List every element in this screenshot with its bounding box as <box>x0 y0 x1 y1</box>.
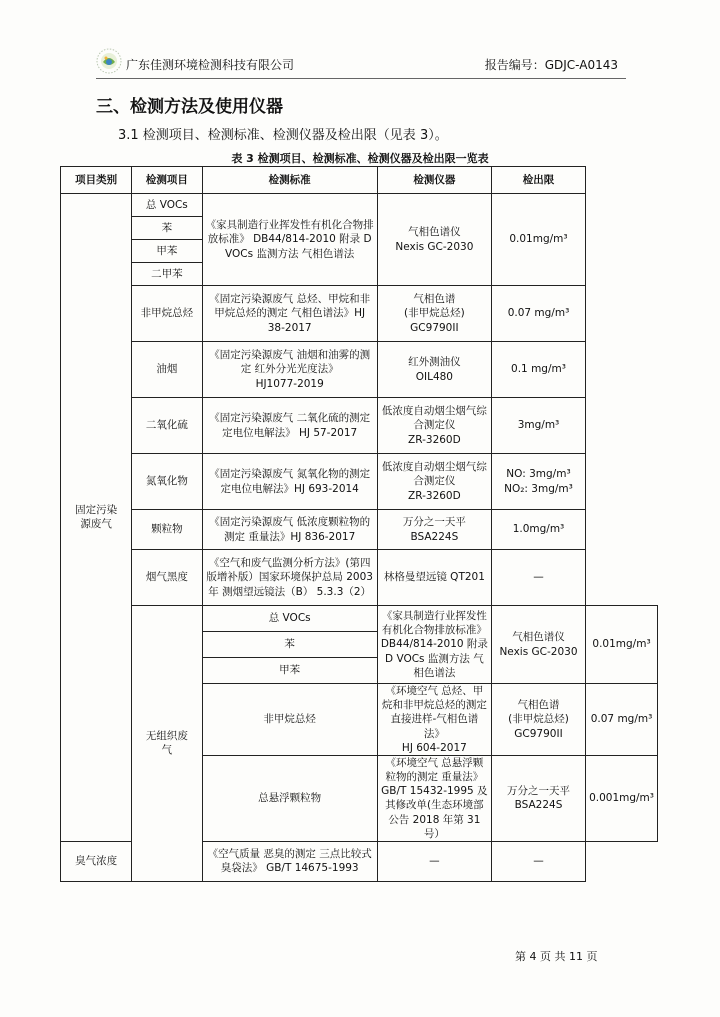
instrument-cell: 低浓度自动烟尘烟气综合测定仪 ZR-3260D <box>377 454 491 510</box>
limit-cell: 0.07 mg/m³ <box>586 684 658 756</box>
standard-cell: 《家具制造行业挥发性有机化合物排放标准》 DB44/814-2010 附录 D VOCs 监测方法 气相色谱法 <box>202 194 377 286</box>
item-cell: 总悬浮颗粒物 <box>202 755 377 841</box>
item-cell: 二甲苯 <box>132 263 202 286</box>
item-cell: 非甲烷总烃 <box>202 684 377 756</box>
instrument-cell: — <box>377 841 491 881</box>
instrument-cell: 万分之一天平 BSA224S <box>491 755 585 841</box>
detection-methods-table <box>60 166 658 882</box>
standard-cell: 《空气质量 恶臭的测定 三点比较式臭袋法》 GB/T 14675-1993 <box>202 841 377 881</box>
item-cell: 甲苯 <box>202 658 377 684</box>
instrument-cell: 低浓度自动烟尘烟气综合测定仪 ZR-3260D <box>377 398 491 454</box>
category-cell: 固定污染源废气 <box>61 194 132 842</box>
instrument-cell: 气相色谱仪 Nexis GC-2030 <box>491 606 585 684</box>
instrument-cell: 气相色谱 (非甲烷总烃) GC9790II <box>377 286 491 342</box>
report-number: 报告编号：GDJC-A0143 <box>484 58 618 72</box>
instrument-cell: 林格曼望远镜 QT201 <box>377 550 491 606</box>
limit-cell: 3mg/m³ <box>491 398 585 454</box>
table-row <box>61 550 658 606</box>
standard-cell: 《固定污染源废气 油烟和油雾的测定 红外分光光度法》 HJ1077-2019 <box>202 342 377 398</box>
limit-cell: 0.01mg/m³ <box>491 194 585 286</box>
limit-no: NO: 3mg/m³ <box>506 468 571 481</box>
item-cell: 二氧化硫 <box>132 398 202 454</box>
col-header: 检测标准 <box>202 167 377 194</box>
item-cell: 苯 <box>132 217 202 240</box>
standard-cell: 《环境空气 总烃、甲烷和非甲烷总烃的测定 直接进样-气相色谱法》 HJ 604-2017 <box>377 684 491 756</box>
col-header: 检测仪器 <box>377 167 491 194</box>
header-divider <box>96 78 626 79</box>
col-header: 项目类别 <box>61 167 132 194</box>
table-row <box>61 398 658 454</box>
item-cell: 烟气黑度 <box>132 550 202 606</box>
item-cell: 苯 <box>202 632 377 658</box>
table-row <box>61 454 658 510</box>
standard-cell: 《家具制造行业挥发性有机化合物排放标准》 DB44/814-2010 附录 D VOCs 监测方法 气相色谱法 <box>377 606 491 684</box>
limit-cell: 0.1 mg/m³ <box>491 342 585 398</box>
standard-cell: 《固定污染源废气 总烃、甲烷和非甲烷总烃的测定 气相色谱法》HJ 38-2017 <box>202 286 377 342</box>
col-header: 检测项目 <box>132 167 202 194</box>
item-cell: 总 VOCs <box>132 194 202 217</box>
table-row <box>61 510 658 550</box>
table-caption: 表 3 检测项目、检测标准、检测仪器及检出限一览表 <box>231 152 489 165</box>
item-cell: 油烟 <box>132 342 202 398</box>
table-row <box>61 606 658 632</box>
sub-title: 3.1 检测项目、检测标准、检测仪器及检出限（见表 3）。 <box>118 128 448 143</box>
item-cell: 氮氧化物 <box>132 454 202 510</box>
table-row <box>61 342 658 398</box>
standard-cell: 《固定污染源废气 低浓度颗粒物的测定 重量法》HJ 836-2017 <box>202 510 377 550</box>
instrument-cell: 万分之一天平 BSA224S <box>377 510 491 550</box>
item-cell: 总 VOCs <box>202 606 377 632</box>
page-header <box>96 48 626 78</box>
company-name: 广东佳测环境检测科技有限公司 <box>126 58 295 72</box>
standard-cell: 《环境空气 总悬浮颗粒物的测定 重量法》GB/T 15432-1995 及其修改单(生态环境部公告 2018 年第 31 号） <box>377 755 491 841</box>
instrument-cell: 气相色谱 (非甲烷总烃) GC9790II <box>491 684 585 756</box>
standard-cell: 《固定污染源废气 二氧化硫的测定 定电位电解法》 HJ 57-2017 <box>202 398 377 454</box>
item-cell: 颗粒物 <box>132 510 202 550</box>
table-row <box>61 194 658 217</box>
limit-cell: — <box>491 841 585 881</box>
item-cell: 甲苯 <box>132 240 202 263</box>
item-cell: 非甲烷总烃 <box>132 286 202 342</box>
limit-cell: 0.001mg/m³ <box>586 755 658 841</box>
section-title: 三、检测方法及使用仪器 <box>96 97 283 117</box>
category-cell: 无组织废气 <box>132 606 202 882</box>
limit-cell <box>491 454 585 510</box>
table-row <box>61 286 658 342</box>
table-header-row <box>61 167 658 194</box>
limit-cell: — <box>491 550 585 606</box>
standard-cell: 《固定污染源废气 氮氧化物的测定 定电位电解法》HJ 693-2014 <box>202 454 377 510</box>
limit-no2: NO₂: 3mg/m³ <box>504 482 573 495</box>
col-header: 检出限 <box>491 167 585 194</box>
item-cell: 臭气浓度 <box>61 841 132 881</box>
standard-cell: 《空气和废气监测分析方法》(第四版增补版）国家环境保护总局 2003 年 测烟望远镜法（B） 5.3.3（2） <box>202 550 377 606</box>
company-logo-icon <box>96 48 122 74</box>
limit-cell: 0.07 mg/m³ <box>491 286 585 342</box>
instrument-cell: 气相色谱仪 Nexis GC-2030 <box>377 194 491 286</box>
page-number: 第 4 页 共 11 页 <box>515 950 598 963</box>
limit-cell: 0.01mg/m³ <box>586 606 658 684</box>
instrument-cell: 红外测油仪 OIL480 <box>377 342 491 398</box>
limit-cell: 1.0mg/m³ <box>491 510 585 550</box>
